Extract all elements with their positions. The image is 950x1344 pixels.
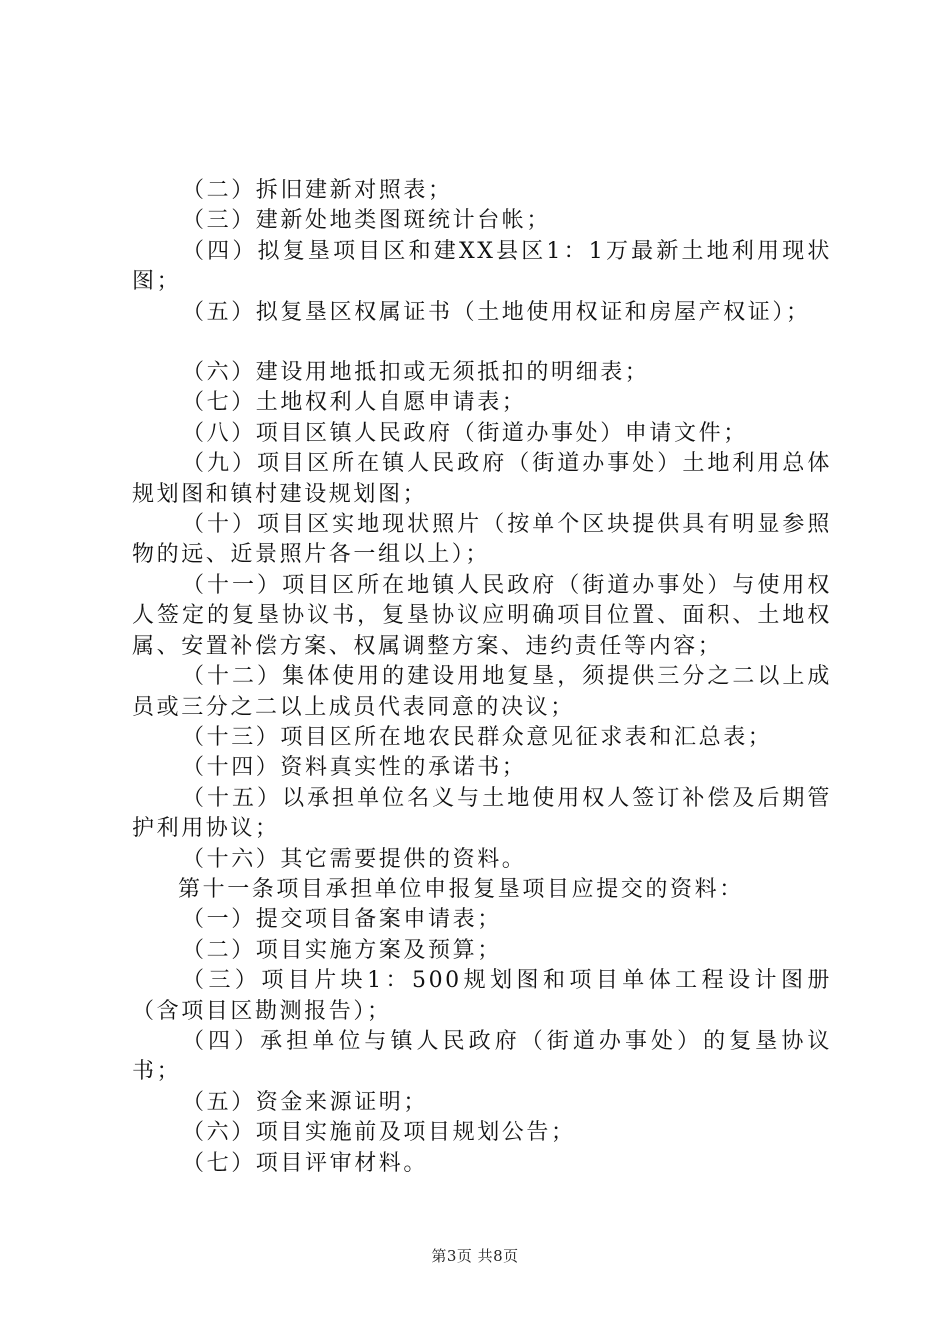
submission-item-7: （七）项目评审材料。 [182,1150,429,1176]
list-item-14: （十四）资料真实性的承诺书； [182,755,527,781]
list-item-16: （十六）其它需要提供的资料。 [182,846,527,872]
list-item-9: （九）项目区所在镇人民政府（街道办事处）土地利用总体规划图和镇村建设规划图； [132,451,832,507]
submission-item-5: （五）资金来源证明； [182,1089,429,1115]
submission-item-2: （二）项目实施方案及预算； [182,937,502,963]
submission-item-3: （三）项目片块1：500规划图和项目单体工程设计图册（含项目区勘测报告）； [132,968,832,1024]
page-number-footer: 第3页 共8页 [431,1247,519,1265]
submission-item-6: （六）项目实施前及项目规划公告； [182,1120,576,1146]
list-item-4: （四）拟复垦项目区和建XX县区1：1万最新土地利用现状图； [132,238,832,295]
list-item-10: （十）项目区实地现状照片（按单个区块提供具有明显参照物的远、近景照片各一组以上）； [132,512,832,568]
list-item-12: （十二）集体使用的建设用地复垦，须提供三分之二以上成员或三分之二以上成员代表同意的决议； [132,664,832,720]
list-item-7: （七）土地权利人自愿申请表； [182,390,527,416]
list-item-3: （三）建新处地类图斑统计台帐； [182,208,552,234]
list-item-5: （五）拟复垦区权属证书（土地使用权证和房屋产权证）； [182,299,811,325]
submission-item-4: （四）承担单位与镇人民政府（街道办事处）的复垦协议书； [132,1028,832,1085]
list-item-13: （十三）项目区所在地农民群众意见征求表和汇总表； [182,724,773,750]
list-item-2: （二）拆旧建新对照表； [182,178,453,203]
list-item-6: （六）建设用地抵扣或无须抵扣的明细表； [182,360,650,386]
article-11-heading: 第十一条项目承担单位申报复垦项目应提交的资料： [178,876,744,902]
list-item-8: （八）项目区镇人民政府（街道办事处）申请文件； [182,420,748,446]
submission-item-1: （一）提交项目备案申请表； [182,907,502,933]
list-item-11: （十一）项目区所在地镇人民政府（街道办事处）与使用权人签定的复垦协议书，复垦协议应明确项目位置、面积、土地权属、安置补偿方案、权属调整方案、违约责任等内容； [132,572,832,659]
document-body [132,176,832,1179]
list-item-15: （十五）以承担单位名义与土地使用权人签订补偿及后期管护利用协议； [132,785,832,842]
